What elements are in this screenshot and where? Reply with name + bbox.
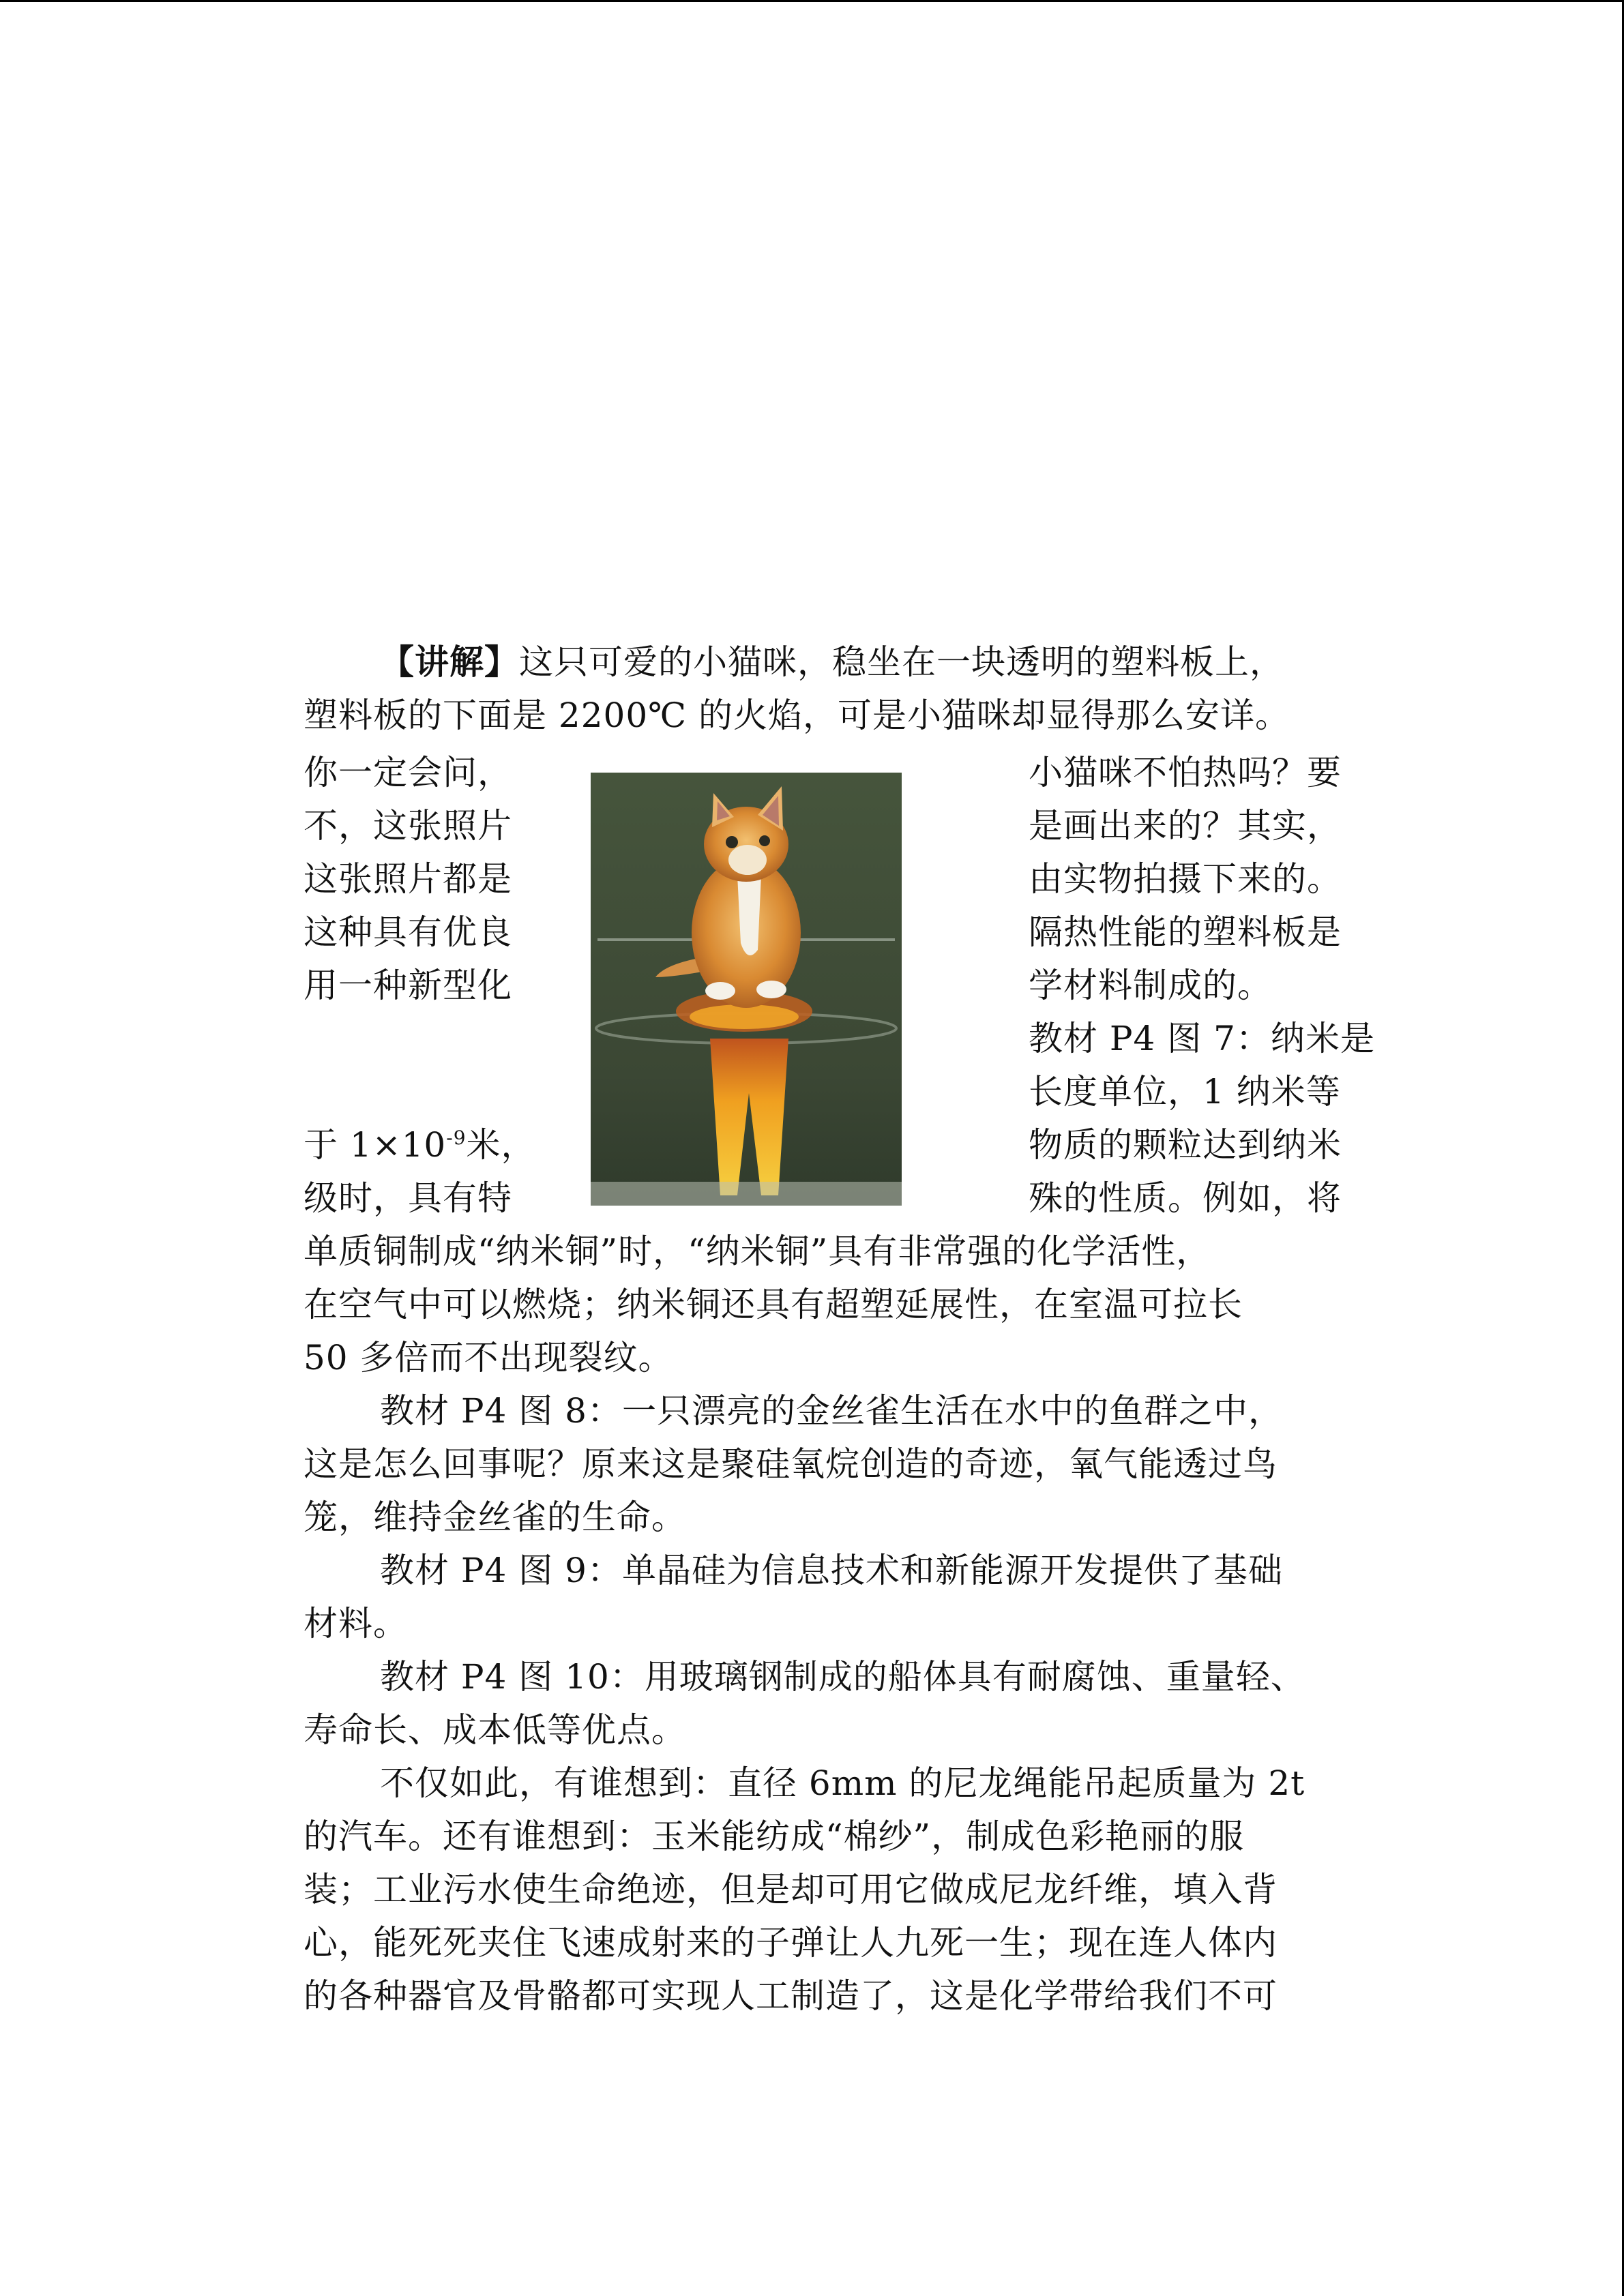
paragraph-line: 50 多倍而不出现裂纹。	[304, 1338, 673, 1377]
text-span: 于 1×10	[304, 1125, 447, 1165]
paragraph-line: 在空气中可以燃烧；纳米铜还具有超塑延展性，在室温可拉长	[304, 1285, 1243, 1324]
paragraph-line: 材料。	[304, 1604, 408, 1643]
paragraph-line: 心，能死死夹住飞速成射来的子弹让人九死一生；现在连人体内	[304, 1923, 1278, 1963]
wrap-right-line: 教材 P4 图 7：纳米是	[1029, 1019, 1375, 1058]
page-border-top	[0, 0, 1624, 2]
wrap-right-line: 物质的颗粒达到纳米	[1029, 1125, 1342, 1165]
wrap-right-line: 隔热性能的塑料板是	[1029, 912, 1342, 952]
paragraph-line: 塑料板的下面是 2200℃ 的火焰，可是小猫咪却显得那么安详。	[304, 696, 1290, 735]
paragraph-line: 单质铜制成“纳米铜”时，“纳米铜”具有非常强的化学活性，	[304, 1232, 1211, 1271]
paragraph-line: 的汽车。还有谁想到：玉米能纺成“棉纱”，制成色彩艳丽的服	[304, 1817, 1245, 1856]
paragraph-line: 这是怎么回事呢？原来这是聚硅氧烷创造的奇迹，氧气能透过鸟	[304, 1444, 1278, 1484]
kitten-illustration	[591, 773, 902, 1206]
kitten-on-flame-photo	[591, 773, 902, 1206]
wrap-right-line: 长度单位，1 纳米等	[1029, 1072, 1341, 1112]
paragraph-line: 教材 P4 图 9：单晶硅为信息技术和新能源开发提供了基础	[380, 1551, 1283, 1590]
wrap-left-line: 级时，具有特	[304, 1178, 512, 1218]
paragraph-line	[380, 636, 1284, 689]
wrap-right-line: 由实物拍摄下来的。	[1029, 859, 1342, 899]
section-label: 【讲解】	[380, 642, 519, 682]
wrap-right-line: 殊的性质。例如，将	[1029, 1178, 1342, 1218]
paragraph-line: 笼，维持金丝雀的生命。	[304, 1497, 686, 1537]
wrap-right-line: 学材料制成的。	[1029, 966, 1272, 1005]
paragraph-line: 教材 P4 图 8：一只漂亮的金丝雀生活在水中的鱼群之中，	[380, 1391, 1283, 1431]
paragraph-line: 不仅如此，有谁想到：直径 6mm 的尼龙绳能吊起质量为 2t	[380, 1763, 1305, 1803]
text-span: 米，	[466, 1125, 536, 1165]
wrap-left-line: 这种具有优良	[304, 912, 512, 952]
paragraph-line: 的各种器官及骨骼都可实现人工制造了，这是化学带给我们不可	[304, 1976, 1278, 2016]
wrap-left-line: 你一定会问，	[304, 753, 512, 792]
paragraph-line: 教材 P4 图 10：用玻璃钢制成的船体具有耐腐蚀、重量轻、	[380, 1657, 1305, 1697]
wrap-left-line: 这张照片都是	[304, 859, 512, 899]
text-span: 这只可爱的小猫咪，稳坐在一块透明的塑料板上，	[519, 642, 1284, 682]
wrap-left-line	[304, 1118, 563, 1172]
superscript: -9	[446, 1127, 467, 1149]
wrap-left-line: 不，这张照片	[304, 806, 512, 846]
paragraph-line: 寿命长、成本低等优点。	[304, 1710, 686, 1750]
wrap-right-line: 是画出来的？其实，	[1029, 806, 1342, 846]
wrap-left-line: 用一种新型化	[304, 966, 512, 1005]
wrap-right-line: 小猫咪不怕热吗？要	[1029, 753, 1342, 792]
paragraph-line: 装；工业污水使生命绝迹，但是却可用它做成尼龙纤维，填入背	[304, 1870, 1278, 1909]
